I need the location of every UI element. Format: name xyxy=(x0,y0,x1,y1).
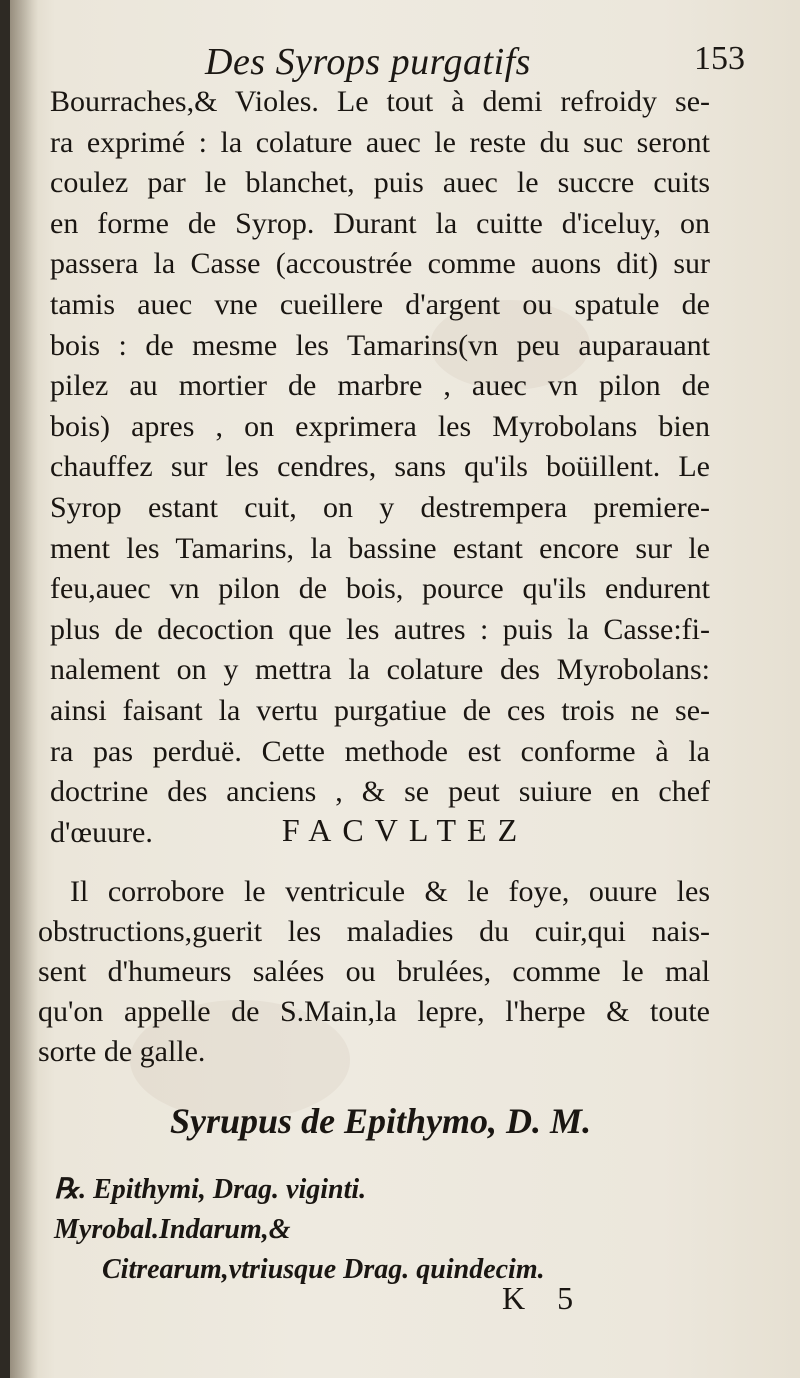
text-line: Syrop estant cuit, on y destrempera premiere- xyxy=(50,490,710,524)
binding-shadow xyxy=(10,0,38,1378)
text-line: ra pas perduë. Cette methode est conforme à la xyxy=(50,734,710,768)
section-heading: FACVLTEZ xyxy=(281,812,529,848)
body-paragraph xyxy=(50,82,710,853)
text-line: Bourraches,& Violes. Le tout à demi refroidy se- xyxy=(50,85,710,118)
recipe-line: Citrearum,vtriusque Drag. quindecim. xyxy=(102,1254,545,1285)
text-line: passera la Casse (accoustrée comme auons dit) sur xyxy=(50,247,710,281)
recipe-list xyxy=(54,1170,714,1290)
text-line: en forme de Syrop. Durant la cuitte d'iceluy, on xyxy=(50,206,710,240)
text-line: doctrine des anciens , & se peut suiure en chef xyxy=(50,775,710,809)
book-page xyxy=(10,0,800,1378)
text-line: sorte de galle. xyxy=(38,1035,206,1068)
text-line: chauffez sur les cendres, sans qu'ils boüillent. Le xyxy=(50,450,710,484)
text-line: feu,auec vn pilon de bois, pource qu'ils endurent xyxy=(50,572,710,606)
text-line: coulez par le blanchet, puis auec le succre cuits xyxy=(50,166,710,200)
text-line: plus de decoction que les autres : puis la Casse:fi- xyxy=(50,612,710,646)
text-line: bois) apres , on exprimera les Myrobolans bien xyxy=(50,409,710,443)
signature-mark: K 5 xyxy=(502,1280,586,1316)
running-head: Des Syrops purgatifs xyxy=(205,41,531,83)
recipe-title: Syrupus de Epithymo, D. M. xyxy=(170,1101,592,1141)
recipe-line: ℞. Epithymi, Drag. viginti. xyxy=(54,1174,367,1205)
page-number: 153 xyxy=(694,40,745,77)
recipe-line: Myrobal.Indarum,& xyxy=(54,1214,291,1245)
text-line: ainsi faisant la vertu purgatiue de ces trois ne se- xyxy=(50,693,710,727)
text-line: nalement on y mettra la colature des Myrobolans: xyxy=(50,653,710,687)
text-line: sent d'humeurs salées ou brulées, comme le mal xyxy=(38,955,710,988)
text-line: bois : de mesme les Tamarins(vn peu auparauant xyxy=(50,328,710,362)
text-line: Il corrobore le ventricule & le foye, ouure les xyxy=(70,875,710,908)
section-paragraph xyxy=(38,872,710,1072)
text-line: qu'on appelle de S.Main,la lepre, l'herpe & toute xyxy=(38,995,710,1028)
text-line: ra exprimé : la colature auec le reste du suc seront xyxy=(50,125,710,159)
text-line: tamis auec vne cueillere d'argent ou spatule de xyxy=(50,287,710,321)
text-line: d'œuure. xyxy=(50,815,153,849)
text-line: pilez au mortier de marbre , auec vn pilon de xyxy=(50,369,710,403)
text-line: ment les Tamarins, la bassine estant encore sur le xyxy=(50,531,710,565)
text-line: obstructions,guerit les maladies du cuir,qui nais- xyxy=(38,915,710,948)
